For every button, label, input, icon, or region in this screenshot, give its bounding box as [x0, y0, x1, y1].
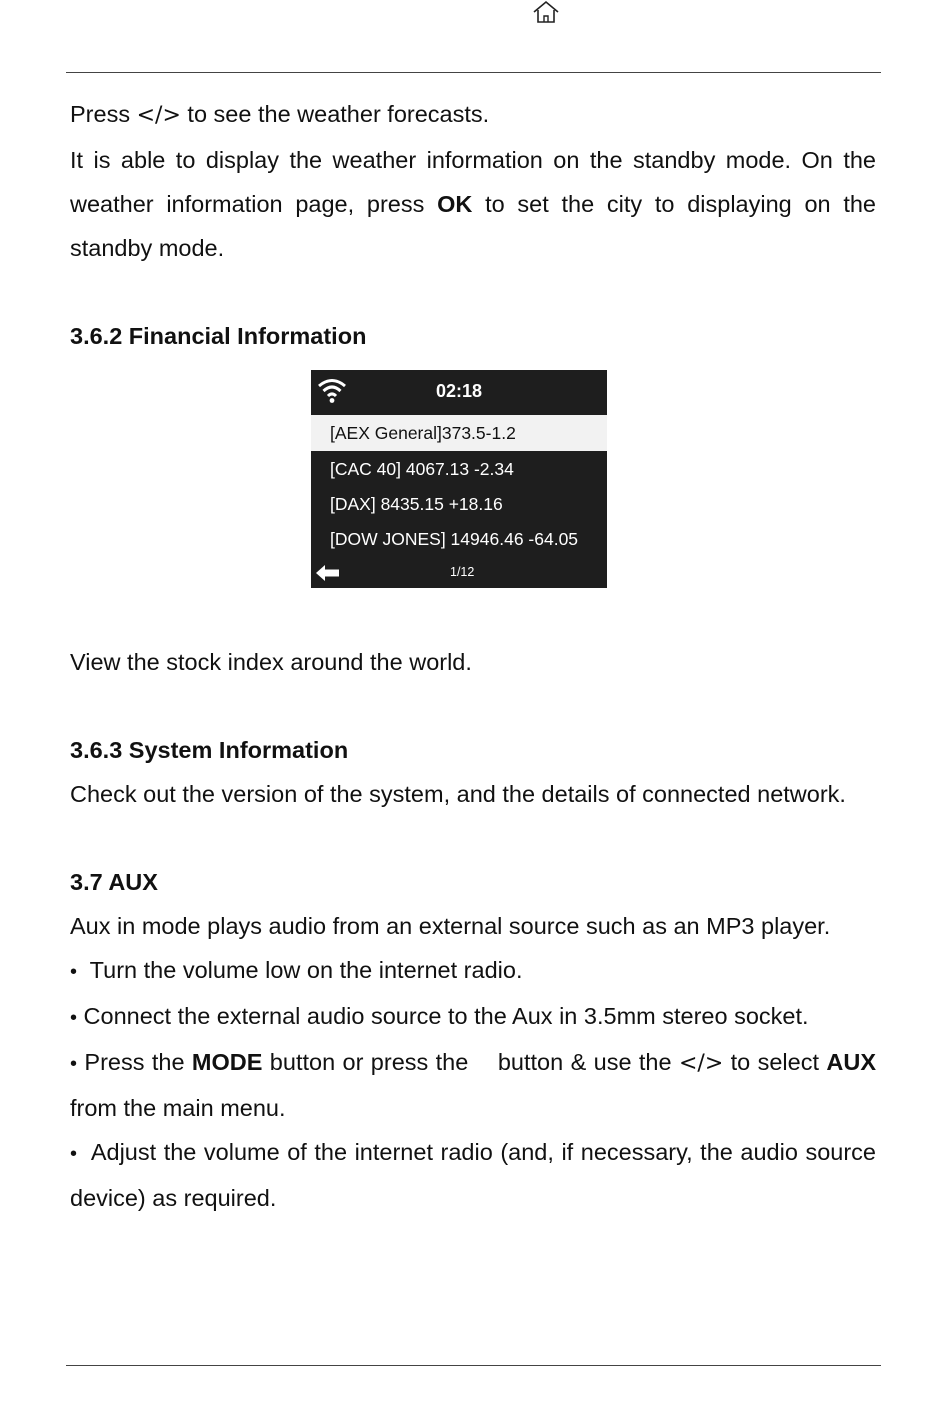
- bullet-item: • Press the MODE button or press the button & use the </> to select AUX from the main menu.: [70, 1049, 877, 1121]
- device-screen: [311, 370, 607, 588]
- intro-forecast-text: Press </> to see the weather forecasts.: [70, 101, 490, 128]
- header-rule: [66, 72, 881, 73]
- system-heading: 3.6.3 System Information: [70, 737, 349, 763]
- status-bar: [311, 370, 607, 413]
- bullet-dot: •: [70, 1007, 78, 1029]
- page-indicator: 1/12: [450, 565, 475, 579]
- stock-row-selected[interactable]: [AEX General]373.5-1.2: [311, 415, 607, 451]
- bullet-item: • Turn the volume low on the internet radio.: [70, 957, 523, 983]
- bullet-dot: •: [70, 1053, 78, 1075]
- stock-row[interactable]: [CAC 40] 4067.13 -2.34: [330, 459, 514, 479]
- system-text: Check out the version of the system, and the details of connected network.: [70, 781, 846, 807]
- financial-heading: 3.6.2 Financial Information: [70, 323, 367, 349]
- clock-time: 02:18: [435, 381, 483, 401]
- aux-heading: 3.7 AUX: [70, 869, 158, 895]
- aux-text: Aux in mode plays audio from an external source such as an MP3 player.: [70, 913, 831, 939]
- home-icon: [532, 0, 560, 26]
- page-content: [70, 92, 876, 1220]
- stock-row[interactable]: [DOW JONES] 14946.46 -64.05: [330, 529, 579, 549]
- bullet-dot: •: [70, 961, 78, 983]
- financial-caption: View the stock index around the world.: [70, 649, 472, 675]
- intro-standby-text: It is able to display the weather information on the standby mode. On the weather information page, press OK to set the city to displaying on the standby mode.: [70, 147, 876, 261]
- screen-footer: [311, 560, 607, 586]
- footer-rule: [66, 1365, 881, 1366]
- back-arrow-icon[interactable]: [315, 564, 341, 582]
- stock-row[interactable]: [DAX] 8435.15 +18.16: [330, 494, 503, 514]
- bullet-dot: •: [70, 1143, 78, 1165]
- financial-screen-figure: [70, 358, 876, 640]
- bullet-item: • Connect the external audio source to the Aux in 3.5mm stereo socket.: [70, 1003, 809, 1029]
- bullet-item: • Adjust the volume of the internet radio (and, if necessary, the audio source device) as required.: [70, 1139, 876, 1211]
